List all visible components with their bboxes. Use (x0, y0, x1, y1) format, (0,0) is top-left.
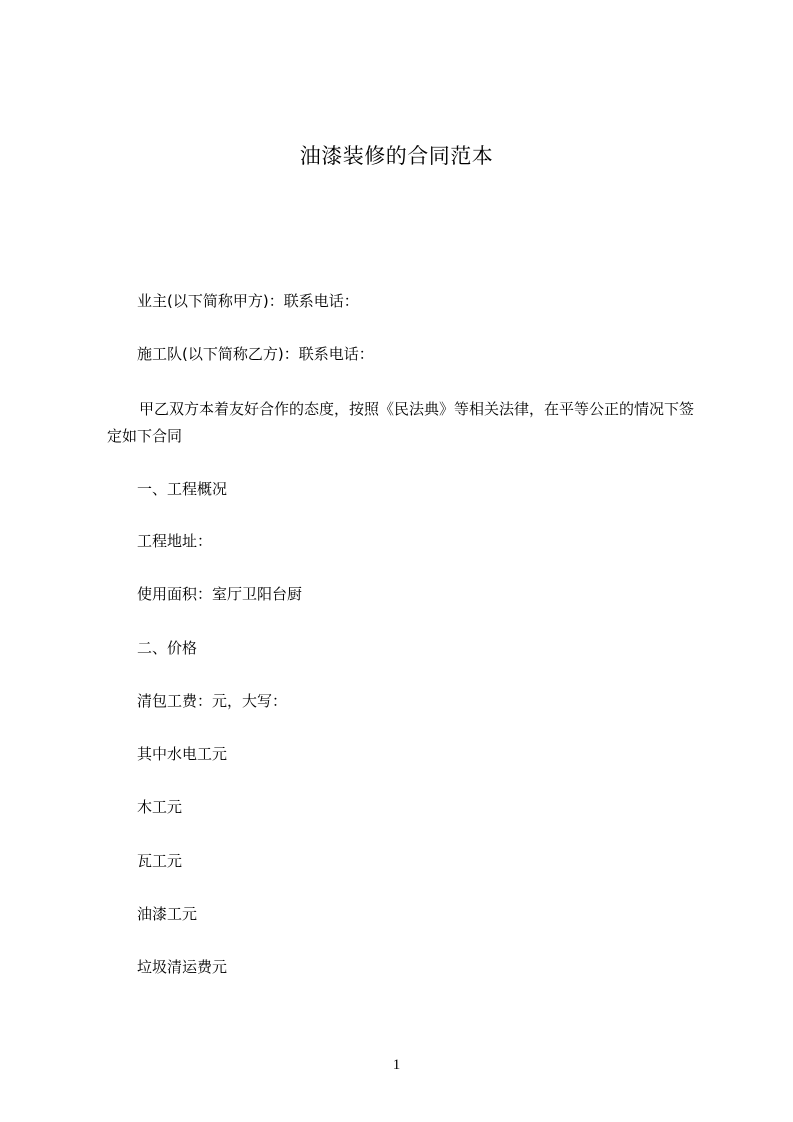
owner-line: 业主(以下简称甲方)：联系电话： (137, 292, 359, 310)
usage-area-line: 使用面积：室厅卫阳台厨 (137, 585, 303, 603)
garbage-removal-line: 垃圾清运费元 (137, 958, 228, 976)
tiling-line: 瓦工元 (137, 852, 183, 870)
project-address-line: 工程地址： (137, 532, 213, 550)
contractor-line: 施工队(以下简称乙方)：联系电话： (137, 345, 374, 363)
carpentry-line: 木工元 (137, 798, 183, 816)
document-title: 油漆装修的合同范本 (299, 144, 494, 168)
intro-paragraph (107, 396, 707, 450)
intro-paragraph-text: 甲乙双方本着友好合作的态度，按照《民法典》等相关法律，在平等公正的情况下签定如下合同 (107, 400, 695, 445)
section-1-heading: 一、工程概况 (137, 480, 228, 498)
package-labor-fee-line: 清包工费：元，大写： (137, 692, 288, 710)
painting-line: 油漆工元 (137, 905, 198, 923)
page-number: 1 (392, 1057, 401, 1073)
plumbing-electric-line: 其中水电工元 (137, 745, 228, 763)
section-2-heading: 二、价格 (137, 639, 198, 657)
